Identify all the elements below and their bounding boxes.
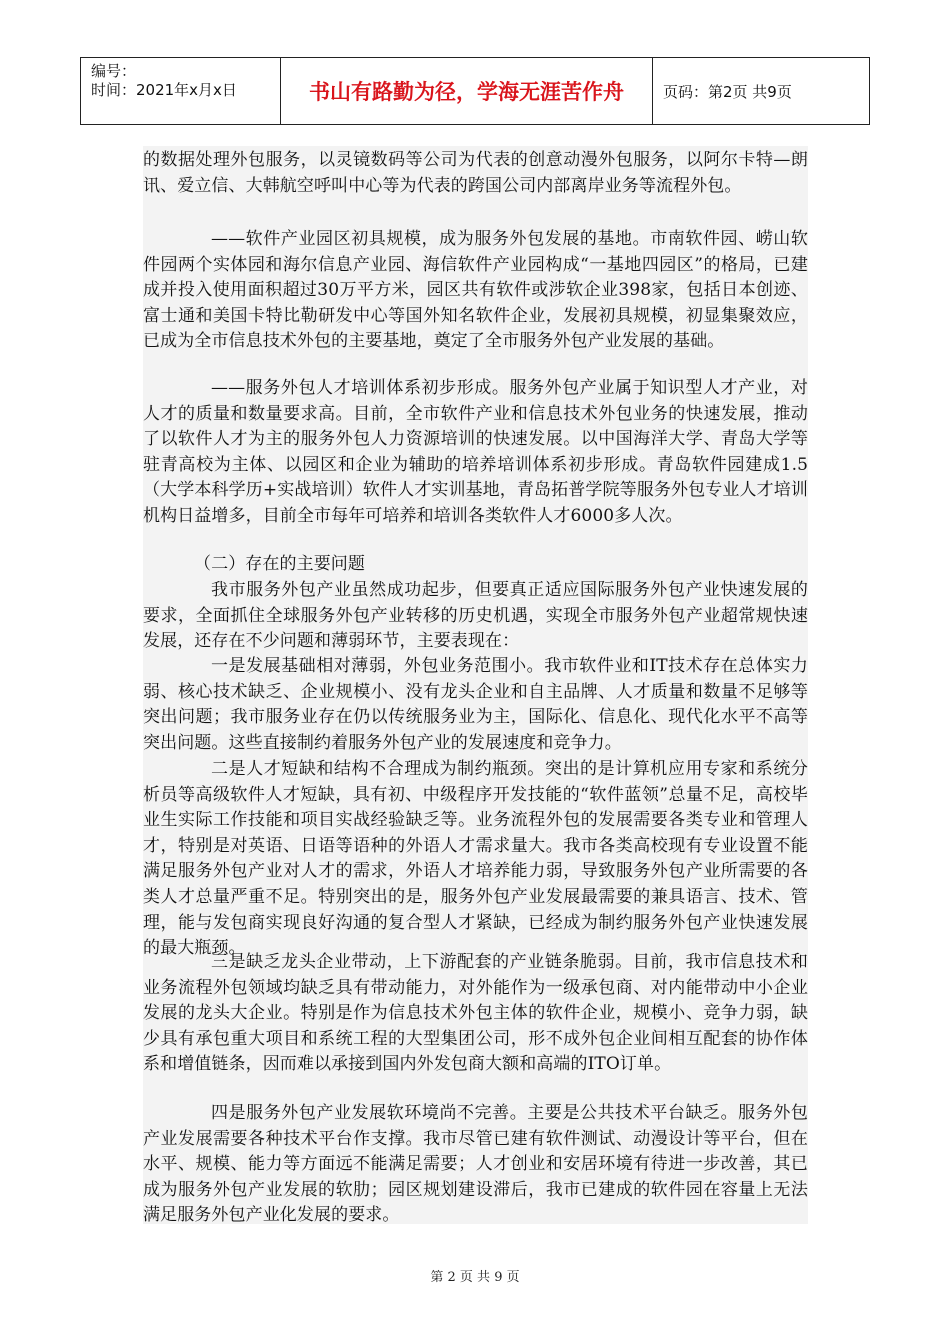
document-header [80,57,870,125]
header-meta [81,58,281,124]
document-number-label: 编号： [91,62,137,80]
paragraph: 四是服务外包产业发展软环境尚不完善。主要是公共技术平台缺乏。服务外包产业发展需要各种技术平台作支撑。我市尽管已建有软件测试、动漫设计等平台，但在水平、规模、能力等方面远不能满足需要；人才创业和安居环境有待进一步改善，其已成为服务外包产业发展的软肋；园区规划建设滞后，我市已建成的软件园在容量上无法满足服务外包产业化发展的要求。 [143,1103,808,1226]
paragraph: 二是人才短缺和结构不合理成为制约瓶颈。突出的是计算机应用专家和系统分析员等高级软件人才短缺，具有初、中级程序开发技能的“软件蓝领”总量不足，高校毕业生实际工作技能和项目实战经验缺乏等。业务流程外包的发展需要各类专业和管理人才，特别是对英语、日语等语种的外语人才需求量大。我市各类高校现有专业设置不能满足服务外包产业对人才的需求，外语人才培养能力弱，导致服务外包产业所需要的各类人才总量严重不足。特别突出的是，服务外包产业发展最需要的兼具语言、技术、管理，能与发包商实现良好沟通的复合型人才紧缺，已经成为制约服务外包产业快速发展的最大瓶颈。 [143,759,808,959]
paragraph: 的数据处理外包服务，以灵镜数码等公司为代表的创意动漫外包服务，以阿尔卡特—朗讯、爱立信、大韩航空呼叫中心等为代表的跨国公司内部离岸业务等流程外包。 [143,150,808,196]
page-footer: 第 2 页 共 9 页 [430,1270,520,1285]
paragraph: 我市服务外包产业虽然成功起步，但要真正适应国际服务外包产业快速发展的要求，全面抓住全球服务外包产业转移的历史机遇，实现全市服务外包产业超常规快速发展，还存在不少问题和薄弱环节，主要表现在： [143,580,808,652]
paragraph: ——软件产业园区初具规模，成为服务外包发展的基地。市南软件园、崂山软件园两个实体园和海尔信息产业园、海信软件产业园构成“一基地四园区”的格局，已建成并投入使用面积超过30万平方米，园区共有软件或涉软企业398家，包括日本创迹、富士通和美国卡特比勒研发中心等国外知名软件企业，发展初具规模，初显集聚效应，已成为全市信息技术外包的主要基地，奠定了全市服务外包产业发展的基础。 [143,229,808,352]
paragraph: 三是缺乏龙头企业带动，上下游配套的产业链条脆弱。目前，我市信息技术和业务流程外包领域均缺乏具有带动能力，对外能作为一级承包商、对内能带动中小企业发展的龙头大企业。特别是作为信息技术外包主体的软件企业，规模小、竞争力弱，缺少具有承包重大项目和系统工程的大型集团公司，形不成外包企业间相互配套的协作体系和增值链条，因而难以承接到国内外发包商大额和高端的ITO订单。 [143,952,808,1075]
section-heading: （二）存在的主要问题 [194,554,365,574]
header-motto: 书山有路勤为径，学海无涯苦作舟 [281,58,653,124]
header-page-info: 页码：第2页 共9页 [663,82,792,101]
paragraph: ——服务外包人才培训体系初步形成。服务外包产业属于知识型人才产业，对人才的质量和数量要求高。目前，全市软件产业和信息技术外包业务的快速发展，推动了以软件人才为主的服务外包人力资源培训的快速发展。以中国海洋大学、青岛大学等驻青高校为主体、以园区和企业为辅助的培养培训体系初步形成。青岛软件园建成1.5（大学本科学历+实战培训）软件人才实训基地，青岛拓普学院等服务外包专业人才培训机构日益增多，目前全市每年可培养和培训各类软件人才6000多人次。 [143,378,808,526]
paragraph: 一是发展基础相对薄弱，外包业务范围小。我市软件业和IT技术存在总体实力弱、核心技术缺乏、企业规模小、没有龙头企业和自主品牌、人才质量和数量不足够等突出问题；我市服务业存在仍以传统服务业为主，国际化、信息化、现代化水平不高等突出问题。这些直接制约着服务外包产业的发展速度和竞争力。 [143,656,808,753]
document-date-label: 时间：2021年x月x日 [91,81,237,99]
document-body [143,146,808,1224]
